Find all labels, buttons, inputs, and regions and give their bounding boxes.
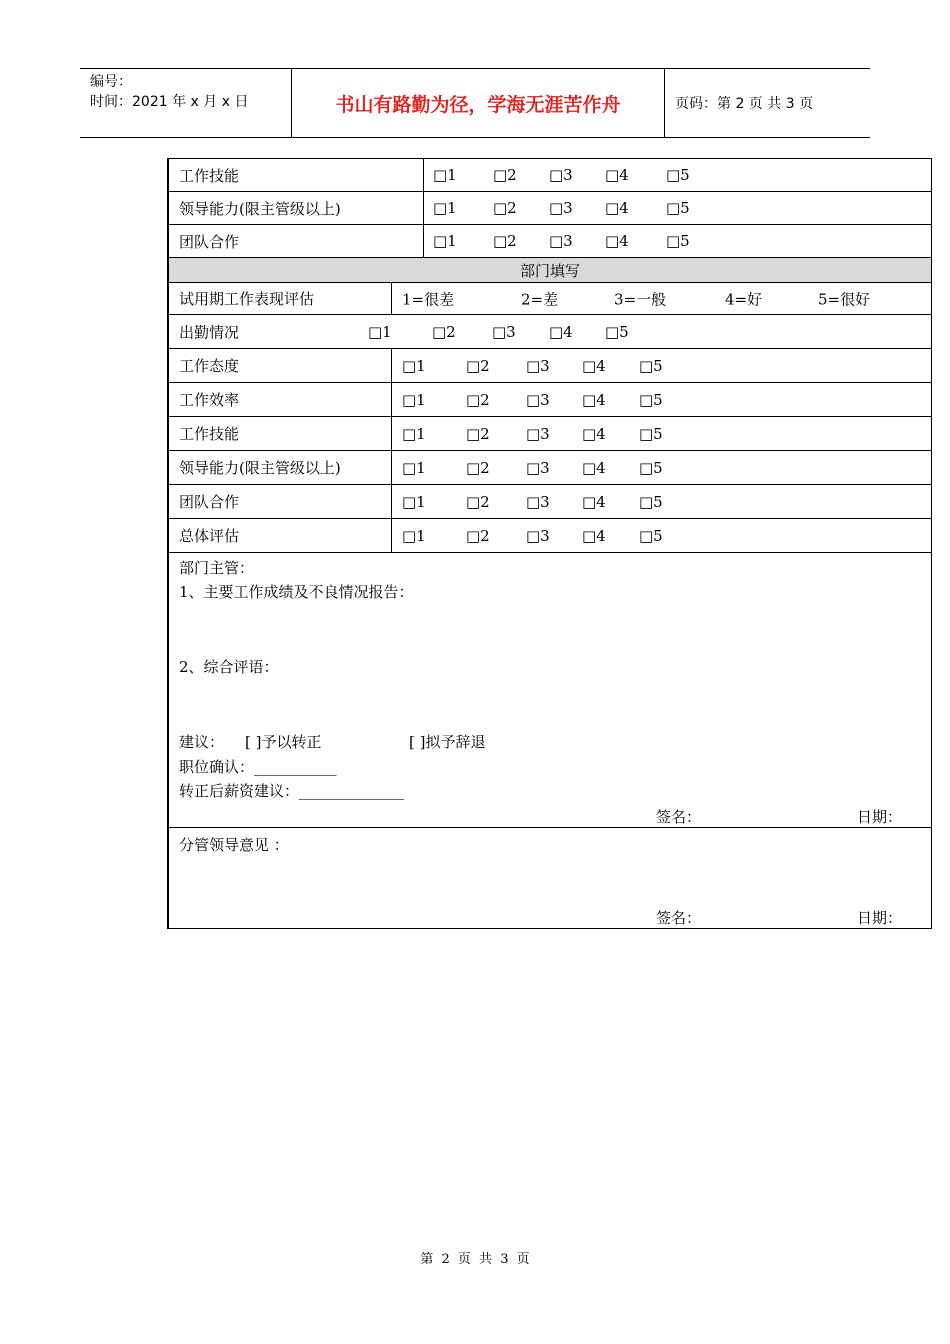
position-confirm-field[interactable]: 职位确认：___________ <box>179 758 337 776</box>
rating-checkbox[interactable]: □4 <box>582 492 606 511</box>
rating-checkbox[interactable]: □2 <box>493 166 517 184</box>
page-header <box>80 68 870 138</box>
rating-checkbox[interactable]: □1 <box>402 492 426 511</box>
supervisor-comment-label: 2、综合评语： <box>179 658 279 676</box>
rating-options <box>424 159 931 191</box>
rating-checkbox[interactable]: □4 <box>582 458 606 477</box>
row-label: 领导能力(限主管级以上) <box>169 451 392 484</box>
rating-checkbox[interactable]: □4 <box>582 356 606 375</box>
page-footer: 第 2 页 共 3 页 <box>420 1252 530 1267</box>
confirm-option[interactable]: [ ]予以转正 <box>245 733 322 751</box>
rating-checkbox[interactable]: □2 <box>493 232 517 250</box>
rating-checkbox[interactable]: □4 <box>605 166 629 184</box>
rating-checkbox[interactable]: □1 <box>433 199 457 217</box>
time-label: 时间：2021 年 x 月 x 日 <box>90 94 249 110</box>
evaluation-form <box>167 158 932 929</box>
rating-checkbox[interactable]: □5 <box>666 166 690 184</box>
rating-checkbox[interactable]: □3 <box>526 390 550 409</box>
dismiss-option[interactable]: [ ]拟予辞退 <box>409 733 486 751</box>
rating-checkbox[interactable]: □1 <box>368 322 392 341</box>
rating-checkbox[interactable]: □1 <box>402 458 426 477</box>
rating-checkbox[interactable]: □2 <box>466 356 490 375</box>
supervisor-date-label: 日期： <box>857 808 903 826</box>
section-title: 部门填写 <box>169 257 931 282</box>
rating-checkbox[interactable]: □5 <box>639 390 663 409</box>
rating-row <box>169 158 931 191</box>
attendance-content <box>169 315 931 348</box>
rating-checkbox[interactable]: □1 <box>402 424 426 443</box>
row-label: 工作效率 <box>169 383 392 416</box>
rating-checkbox[interactable]: □1 <box>433 232 457 250</box>
row-label: 总体评估 <box>169 519 392 552</box>
scale-legend <box>392 283 931 314</box>
row-label: 工作技能 <box>169 417 392 450</box>
row-label: 团队合作 <box>169 485 392 518</box>
rating-checkbox[interactable]: □2 <box>432 322 456 341</box>
supervisor-report-label: 1、主要工作成绩及不良情况报告： <box>179 583 414 601</box>
attendance-row <box>169 314 931 348</box>
rating-checkbox[interactable]: □1 <box>402 526 426 545</box>
rating-options <box>392 383 931 416</box>
rating-options <box>424 225 931 257</box>
rating-checkbox[interactable]: □3 <box>492 322 516 341</box>
scale-item: 3=一般 <box>614 290 667 308</box>
rating-options <box>392 349 931 382</box>
rating-checkbox[interactable]: □3 <box>526 492 550 511</box>
salary-suggest-field[interactable]: 转正后薪资建议：______________ <box>179 782 405 800</box>
supervisor-sign-label: 签名： <box>656 808 702 826</box>
rating-checkbox[interactable]: □3 <box>549 166 573 184</box>
rating-row <box>169 348 931 382</box>
scale-item: 4=好 <box>725 290 763 308</box>
rating-checkbox[interactable]: □4 <box>605 199 629 217</box>
row-label: 出勤情况 <box>179 323 240 341</box>
rating-checkbox[interactable]: □5 <box>639 458 663 477</box>
rating-checkbox[interactable]: □1 <box>402 356 426 375</box>
row-label: 团队合作 <box>169 225 424 257</box>
rating-row <box>169 224 931 257</box>
number-label: 编号： <box>90 74 132 90</box>
rating-checkbox[interactable]: □3 <box>526 458 550 477</box>
rating-checkbox[interactable]: □4 <box>549 322 573 341</box>
suggestion-label: 建议： <box>179 733 225 751</box>
rating-checkbox[interactable]: □5 <box>666 199 690 217</box>
rating-checkbox[interactable]: □5 <box>666 232 690 250</box>
rating-checkbox[interactable]: □3 <box>526 526 550 545</box>
row-label: 试用期工作表现评估 <box>169 283 392 314</box>
scale-item: 2=差 <box>521 290 559 308</box>
leader-opinion-label: 分管领导意见 ： <box>179 836 289 854</box>
row-label: 工作技能 <box>169 159 424 191</box>
scale-item: 1=很差 <box>402 290 455 308</box>
rating-checkbox[interactable]: □3 <box>549 232 573 250</box>
rating-row <box>169 518 931 552</box>
supervisor-title: 部门主管： <box>179 559 255 577</box>
rating-row <box>169 382 931 416</box>
rating-checkbox[interactable]: □5 <box>639 526 663 545</box>
rating-checkbox[interactable]: □4 <box>605 232 629 250</box>
scale-row <box>169 282 931 314</box>
rating-checkbox[interactable]: □2 <box>466 492 490 511</box>
rating-checkbox[interactable]: □2 <box>466 458 490 477</box>
header-page-label: 页码：第 2 页 共 3 页 <box>675 96 814 112</box>
rating-options <box>392 451 931 484</box>
rating-row <box>169 450 931 484</box>
rating-checkbox[interactable]: □4 <box>582 390 606 409</box>
row-label: 工作态度 <box>169 349 392 382</box>
rating-checkbox[interactable]: □4 <box>582 424 606 443</box>
rating-options <box>392 417 931 450</box>
rating-options <box>392 519 931 552</box>
rating-checkbox[interactable]: □2 <box>493 199 517 217</box>
rating-checkbox[interactable]: □2 <box>466 424 490 443</box>
header-meta <box>80 69 292 137</box>
rating-checkbox[interactable]: □3 <box>549 199 573 217</box>
rating-checkbox[interactable]: □4 <box>582 526 606 545</box>
leader-section <box>169 827 931 928</box>
rating-checkbox[interactable]: □2 <box>466 390 490 409</box>
rating-checkbox[interactable]: □5 <box>605 322 629 341</box>
header-motto: 书山有路勤为径，学海无涯苦作舟 <box>292 69 665 137</box>
rating-checkbox[interactable]: □1 <box>402 390 426 409</box>
rating-checkbox[interactable]: □5 <box>639 356 663 375</box>
rating-checkbox[interactable]: □1 <box>433 166 457 184</box>
rating-checkbox[interactable]: □2 <box>466 526 490 545</box>
scale-item: 5=很好 <box>818 290 871 308</box>
rating-options <box>392 485 931 518</box>
rating-checkbox[interactable]: □3 <box>526 356 550 375</box>
rating-row <box>169 191 931 224</box>
leader-sign-label: 签名： <box>656 909 702 927</box>
supervisor-section <box>169 552 931 827</box>
rating-options <box>424 192 931 224</box>
row-label: 领导能力(限主管级以上) <box>169 192 424 224</box>
rating-checkbox[interactable]: □5 <box>639 492 663 511</box>
rating-checkbox[interactable]: □5 <box>639 424 663 443</box>
rating-row <box>169 484 931 518</box>
rating-checkbox[interactable]: □3 <box>526 424 550 443</box>
leader-date-label: 日期： <box>857 909 903 927</box>
rating-row <box>169 416 931 450</box>
